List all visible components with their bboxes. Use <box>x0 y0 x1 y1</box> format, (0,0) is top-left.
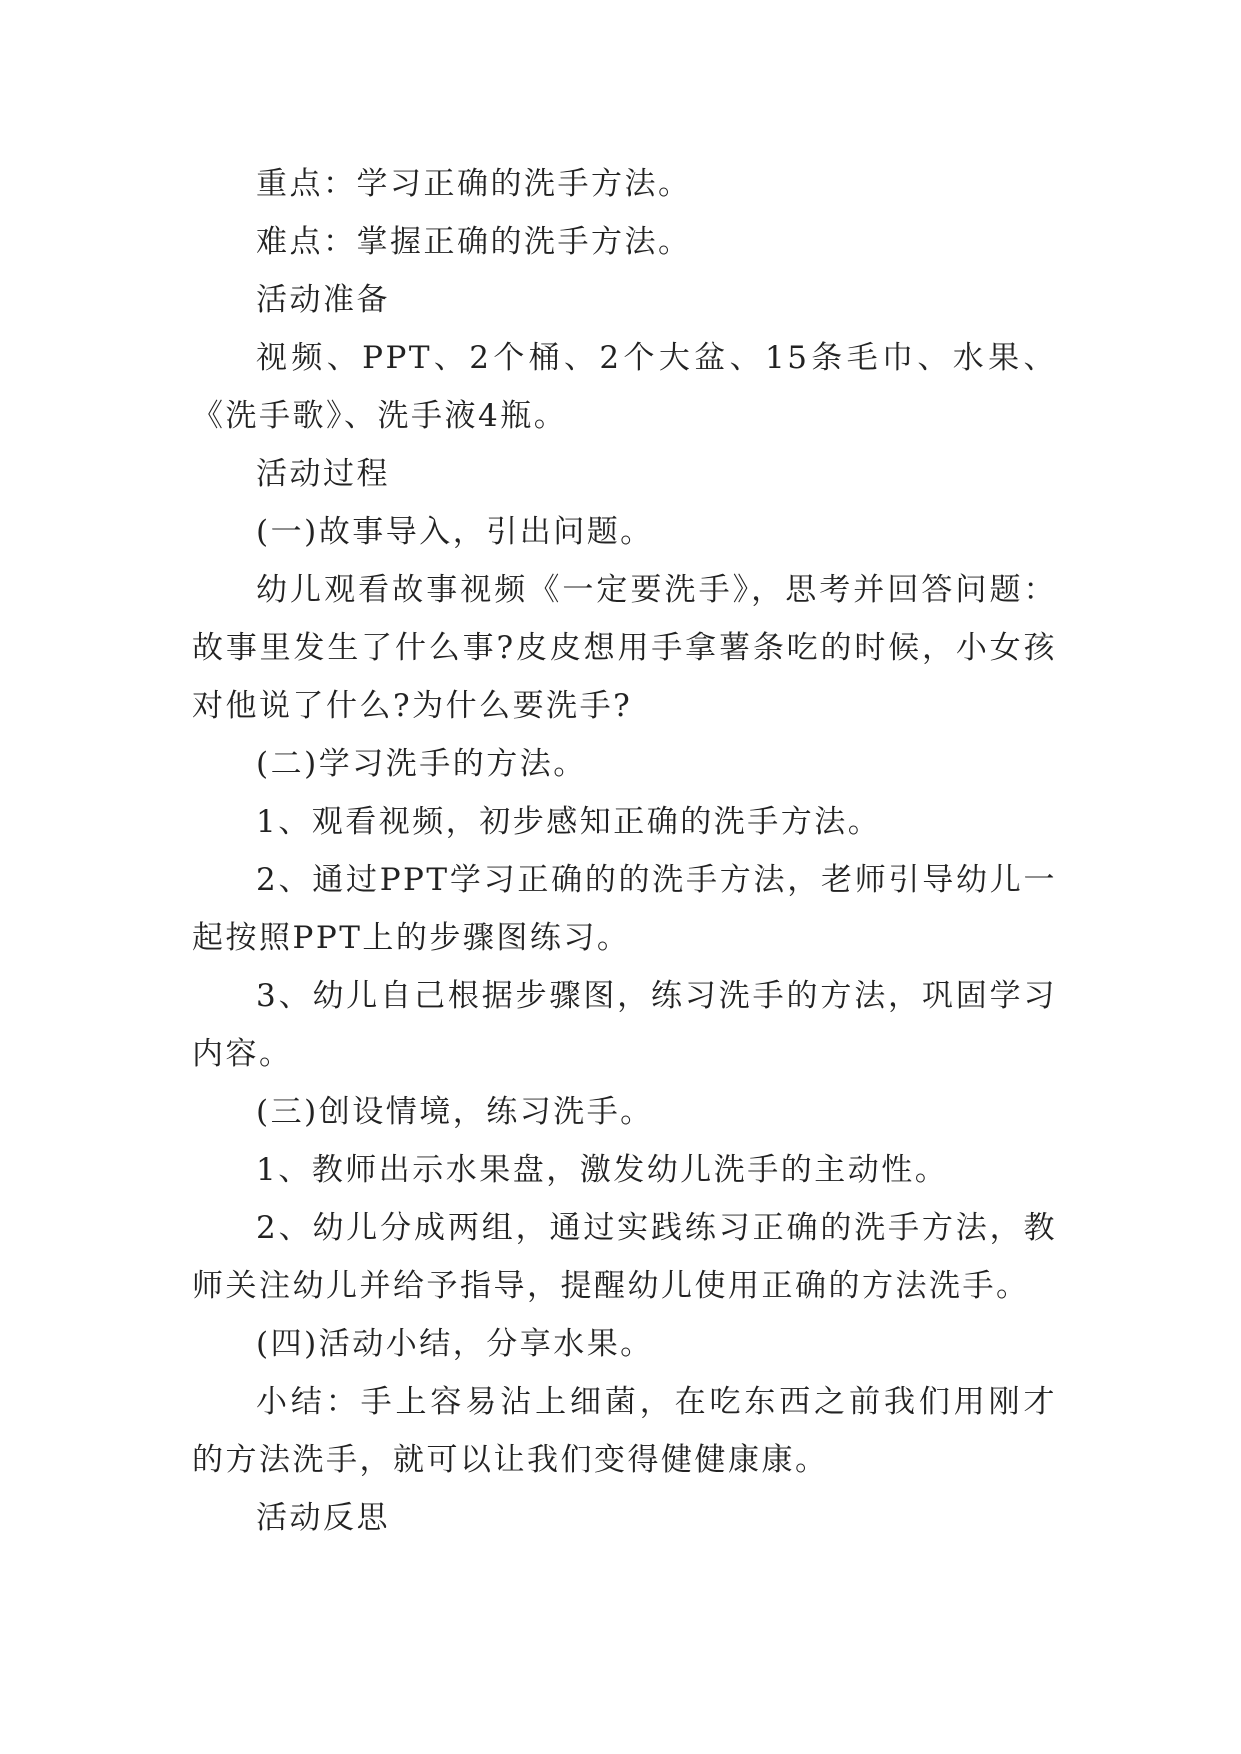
paragraph-step-2-item-1: 1、观看视频，初步感知正确的洗手方法。 <box>256 804 882 840</box>
paragraph-summary: 小结：手上容易沾上细菌，在吃东西之前我们用刚才的方法洗手，就可以让我们变得健健康康。 <box>192 1384 1057 1478</box>
heading-activity-preparation: 活动准备 <box>256 282 390 318</box>
paragraph-difficulty: 难点：掌握正确的洗手方法。 <box>256 224 692 260</box>
paragraph-step-1-body: 幼儿观看故事视频《一定要洗手》，思考并回答问题：故事里发生了什么事?皮皮想用手拿薯条吃的时候，小女孩对他说了什么?为什么要洗手? <box>192 572 1057 724</box>
heading-activity-process: 活动过程 <box>256 456 390 492</box>
paragraph-step-1-title: (一)故事导入，引出问题。 <box>256 514 654 550</box>
paragraph-key-point: 重点：学习正确的洗手方法。 <box>256 166 692 202</box>
paragraph-step-4-title: (四)活动小结，分享水果。 <box>256 1326 654 1362</box>
document-body <box>192 155 1057 1547</box>
paragraph-step-2-item-3: 3、幼儿自己根据步骤图，练习洗手的方法，巩固学习内容。 <box>192 978 1057 1072</box>
paragraph-step-3-item-2: 2、幼儿分成两组，通过实践练习正确的洗手方法，教师关注幼儿并给予指导，提醒幼儿使用正确的方法洗手。 <box>192 1210 1057 1304</box>
paragraph-step-2-title: (二)学习洗手的方法。 <box>256 746 587 782</box>
paragraph-step-2-item-2: 2、通过PPT学习正确的的洗手方法，老师引导幼儿一起按照PPT上的步骤图练习。 <box>192 862 1057 956</box>
paragraph-step-3-item-1: 1、教师出示水果盘，激发幼儿洗手的主动性。 <box>256 1152 949 1188</box>
paragraph-step-3-title: (三)创设情境，练习洗手。 <box>256 1094 654 1130</box>
heading-activity-reflection: 活动反思 <box>256 1500 390 1536</box>
paragraph-materials: 视频、PPT、2个桶、2个大盆、15条毛巾、水果、《洗手歌》、洗手液4瓶。 <box>192 340 1057 434</box>
